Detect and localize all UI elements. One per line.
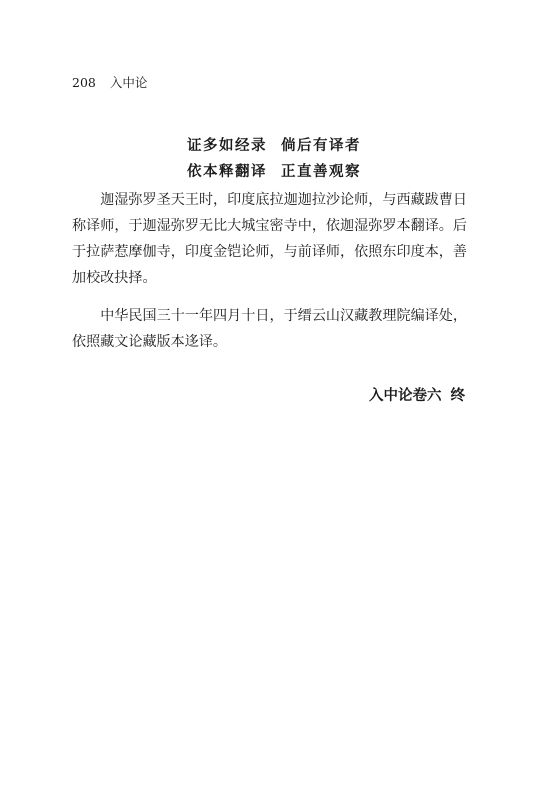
translation-date-paragraph: 中华民国三十一年四月十日，于缙云山汉藏教理院编译处，依照藏文论藏版本迻译。 (72, 308, 467, 350)
verse-line-1-part-1: 证多如经录 (187, 137, 267, 154)
verse-line-1-part-2: 倘后有译者 (281, 137, 361, 154)
verse-line-2 (0, 162, 548, 182)
book-title: 入中论 (109, 75, 148, 90)
colophon (369, 386, 465, 406)
running-header (72, 75, 147, 91)
end-mark: 终 (450, 387, 465, 404)
translation-history-paragraph: 迦湿弥罗圣天王时，印度底拉迦迦拉沙论师，与西藏跋曹日称译师，于迦湿弥罗无比大城宝密寺中，依迦湿弥罗本翻译。后于拉萨惹摩伽寺，印度金铠论师，与前译师，依照东印度本，善加校改抉择。 (72, 192, 467, 286)
volume-end-label: 入中论卷六 (369, 387, 442, 404)
verse-line-1 (0, 136, 548, 156)
verse-line-2-part-2: 正直善观察 (281, 163, 361, 180)
verse-line-2-part-1: 依本释翻译 (187, 163, 267, 180)
page-number: 208 (72, 75, 96, 90)
